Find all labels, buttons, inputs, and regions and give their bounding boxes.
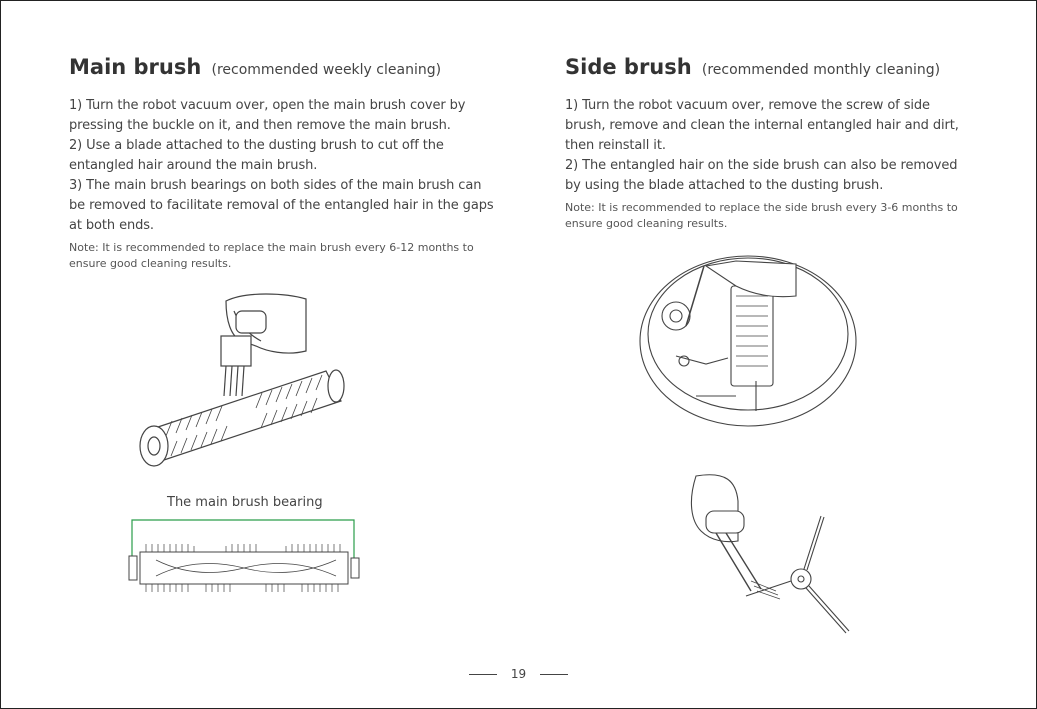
main-brush-bearing-caption: The main brush bearing [167,495,323,510]
side-brush-section [565,47,965,232]
main-brush-note: Note: It is recommended to replace the main brush every 6-12 months to ensure good cleaning results. [69,241,474,270]
page-number: 19 [510,667,527,681]
robot-vacuum-underside-illustration [636,246,861,436]
side-brush-heading [565,47,965,86]
main-brush-subtitle: (recommended weekly cleaning) [211,62,442,78]
main-brush-bearing-illustration [126,516,366,596]
footer-right-rule [540,674,568,675]
main-brush-step-3: 3) The main brush bearings on both sides of the main brush can be removed to facilitate removal of the entangled hair in the gaps at both ends. [69,178,494,233]
side-brush-steps [565,96,965,196]
side-brush-cleaning-illustration [666,471,861,636]
footer-left-rule [469,674,497,675]
page-footer [1,667,1036,681]
side-brush-title: Side brush [565,55,692,79]
main-brush-step-2: 2) Use a blade attached to the dusting brush to cut off the entangled hair around the main brush. [69,138,444,173]
side-brush-step-2: 2) The entangled hair on the side brush can also be removed by using the blade attached to the dusting brush. [565,158,958,193]
side-brush-note: Note: It is recommended to replace the side brush every 3-6 months to ensure good cleaning results. [565,201,958,230]
main-brush-heading [69,47,499,86]
main-brush-section [69,47,499,272]
side-brush-subtitle: (recommended monthly cleaning) [701,62,941,78]
main-brush-step-1: 1) Turn the robot vacuum over, open the main brush cover by pressing the buckle on it, and then remove the main brush. [69,98,466,133]
main-brush-steps [69,96,499,236]
side-brush-step-1: 1) Turn the robot vacuum over, remove the screw of side brush, remove and clean the internal entangled hair and dirt, then reinstall it. [565,98,959,153]
main-brush-cleaning-illustration [126,291,366,471]
main-brush-title: Main brush [69,55,202,79]
